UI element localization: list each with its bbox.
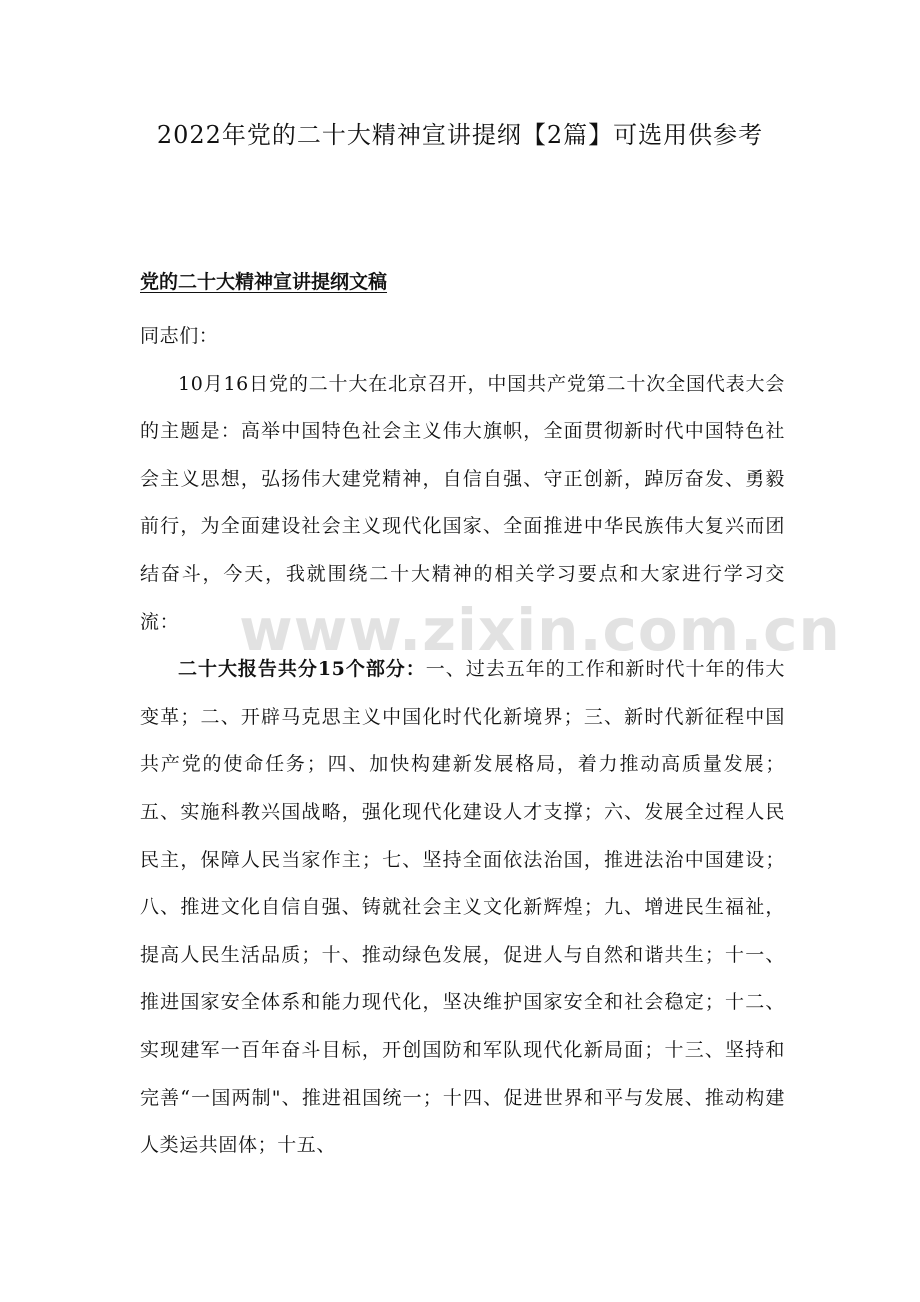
document-title: 2022年党的二十大精神宣讲提纲【2篇】可选用供参考 <box>156 121 764 149</box>
document-body <box>140 313 785 1170</box>
paragraph-intro: 10月16日党的二十大在北京召开，中国共产党第二十次全国代表大会的主题是：高举中国特色社会主义伟大旗帜，全面贯彻新时代中国特色社会主义思想，弘扬伟大建党精神，自信自强、守正创新，踔厉奋发、勇毅前行，为全面建设社会主义现代化国家、全面推进中华民族伟大复兴而团结奋斗，今天，我就围绕二十大精神的相关学习要点和大家进行学习交流： <box>140 372 785 633</box>
watermark: www.zixin.com.cn <box>239 596 841 664</box>
section-heading: 党的二十大精神宣讲提纲文稿 <box>140 271 388 293</box>
paragraph-report-parts <box>140 646 785 1170</box>
salutation: 同志们： <box>140 325 219 347</box>
paragraph-lead: 二十大报告共分15个部分： <box>178 658 426 681</box>
paragraph-report-parts-text: 一、过去五年的工作和新时代十年的伟大变革；二、开辟马克思主义中国化时代化新境界；三、新时代新征程中国共产党的使命任务；四、加快构建新发展格局，着力推动高质量发展；五、实施科教兴国战略，强化现代化建设人才支撑；六、发展全过程人民民主，保障人民当家作主；七、坚持全面依法治国，推进法治中国建设；八、推进文化自信自强、铸就社会主义文化新辉煌；九、增进民生福祉，提高人民生活品质；十、推动绿色发展，促进人与自然和谐共生；十一、推进国家安全体系和能力现代化，坚决维护国家安全和社会稳定；十二、实现建军一百年奋斗目标，开创国防和军队现代化新局面；十三、坚持和完善“一国两制"、推进祖国统一；十四、促进世界和平与发展、推动构建人类运共固体；十五、 <box>140 658 785 1157</box>
